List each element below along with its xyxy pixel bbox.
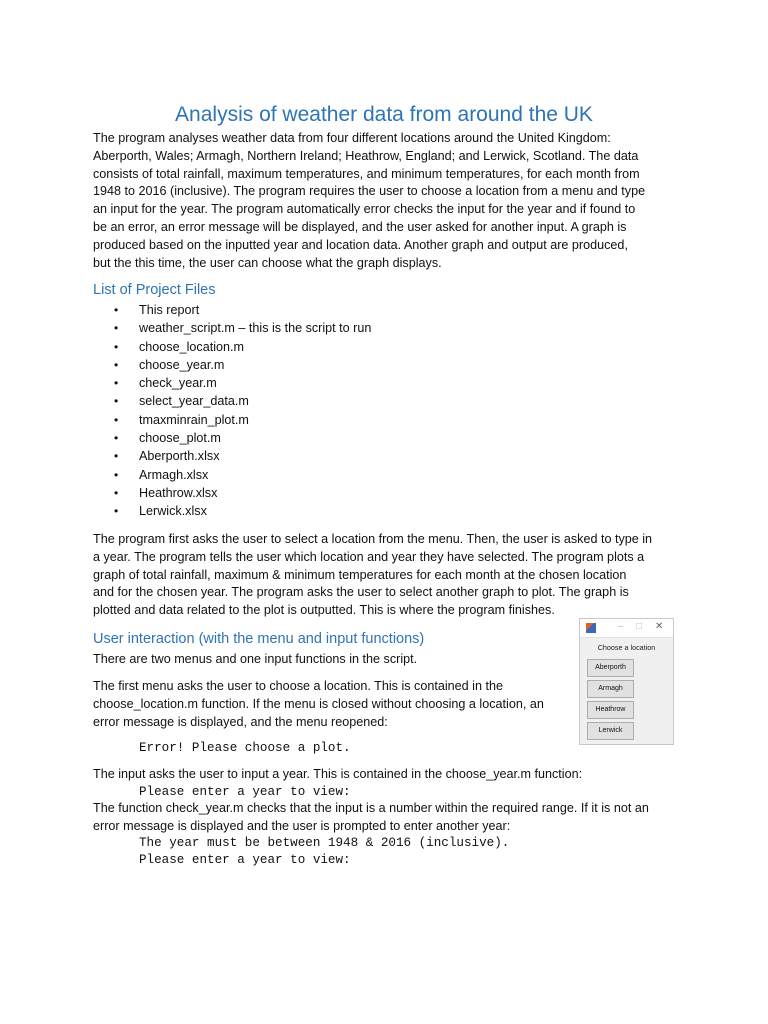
intro-line: an input for the year. The program automatically error checks the input for the year and if found to — [93, 202, 636, 217]
menu-line: The first menu asks the user to choose a location. This is contained in the — [93, 679, 503, 693]
files-heading: List of Project Files — [93, 282, 216, 298]
intro-line: but the this time, the user can choose what the graph displays. — [93, 255, 442, 270]
bullet-icon: • — [114, 303, 119, 317]
intro-line: produced based on the inputted year and location data. Another graph and output are produced, — [93, 237, 628, 252]
bullet-icon: • — [114, 339, 119, 354]
check-year-paragraph — [93, 800, 681, 836]
location-option-heathrow[interactable]: Heathrow — [587, 701, 634, 719]
menu-titlebar — [580, 619, 673, 638]
check-line: error message is displayed and the user is prompted to enter another year: — [93, 818, 511, 833]
ui-intro-text: There are two menus and one input functions in the script. — [93, 652, 418, 666]
list-item: • select_year_data.m — [93, 392, 371, 410]
intro-line: consists of total rainfall, maximum temperatures, and minimum temperatures, for each month from — [93, 166, 640, 181]
maximize-icon[interactable]: □ — [636, 621, 643, 632]
range-error-message: The year must be between 1948 & 2016 (inclusive). — [139, 836, 510, 850]
menu-description-paragraph — [93, 678, 573, 731]
list-item: • check_year.m — [93, 374, 371, 392]
input-description: The input asks the user to input a year. This is contained in the choose_year.m function: — [93, 767, 583, 781]
year-prompt-again-text: Please enter a year to view: — [139, 853, 351, 867]
flow-line: and for the chosen year. The program asks the user to select another graph to plot. The graph is — [93, 585, 629, 600]
list-item: • weather_script.m – this is the script to run — [93, 319, 371, 337]
list-item: • choose_year.m — [93, 356, 371, 374]
bullet-icon: • — [114, 467, 119, 482]
bullet-icon: • — [114, 321, 119, 336]
flow-line: graph of total rainfall, maximum & minimum temperatures for each month at the chosen location — [93, 567, 627, 582]
bullet-icon: • — [114, 357, 119, 372]
check-line: The function check_year.m checks that the input is a number within the required range. If it is not an — [93, 801, 649, 815]
location-option-lerwick[interactable]: Lerwick — [587, 722, 634, 740]
year-prompt-text: Please enter a year to view: — [139, 785, 351, 799]
bullet-icon: • — [114, 412, 119, 427]
list-item: • choose_location.m — [93, 338, 371, 356]
intro-line: 1948 to 2016 (inclusive). The program requires the user to choose a location from a menu and type — [93, 184, 646, 199]
list-item: • Heathrow.xlsx — [93, 484, 371, 502]
intro-paragraph — [93, 130, 681, 272]
location-option-armagh[interactable]: Armagh — [587, 680, 634, 698]
location-option-aberporth[interactable]: Aberporth — [587, 659, 634, 677]
matlab-icon — [586, 623, 596, 633]
list-item: • choose_plot.m — [93, 429, 371, 447]
flow-line: a year. The program tells the user which location and year they have selected. The program plots a — [93, 549, 645, 564]
choose-location-menu-screenshot — [579, 618, 674, 745]
list-item: • This report — [93, 301, 371, 319]
intro-line: be an error, an error message will be displayed, and the user asked for another input. A graph is — [93, 219, 627, 234]
close-icon[interactable]: ✕ — [655, 621, 664, 632]
list-item: • tmaxminrain_plot.m — [93, 411, 371, 429]
program-flow-paragraph — [93, 531, 681, 620]
bullet-icon: • — [114, 504, 119, 519]
intro-line: The program analyses weather data from four different locations around the United Kingdom: — [93, 131, 611, 145]
intro-line: Aberporth, Wales; Armagh, Northern Ireland; Heathrow, England; and Lerwick, Scotland. The data — [93, 148, 639, 163]
list-item: • Armagh.xlsx — [93, 466, 371, 484]
flow-line: The program first asks the user to select a location from the menu. Then, the user is asked to type in — [93, 532, 653, 546]
bullet-icon: • — [114, 449, 119, 464]
minimize-icon[interactable]: – — [618, 621, 624, 632]
list-item: • Lerwick.xlsx — [93, 502, 371, 520]
project-files-list — [93, 301, 371, 521]
menu-line: choose_location.m function. If the menu is closed without choosing a location, an — [93, 696, 544, 711]
user-interaction-heading: User interaction (with the menu and input functions) — [93, 631, 425, 647]
bullet-icon: • — [114, 376, 119, 391]
document-title: Analysis of weather data from around the UK — [175, 103, 593, 126]
bullet-icon: • — [114, 431, 119, 446]
menu-line: error message is displayed, and the menu reopened: — [93, 714, 388, 729]
error-plot-message: Error! Please choose a plot. — [139, 741, 351, 755]
bullet-icon: • — [114, 394, 119, 409]
menu-prompt: Choose a location — [597, 643, 656, 652]
flow-line: plotted and data related to the plot is outputted. This is where the program finishes. — [93, 603, 555, 618]
bullet-icon: • — [114, 485, 119, 500]
list-item: • Aberporth.xlsx — [93, 447, 371, 465]
